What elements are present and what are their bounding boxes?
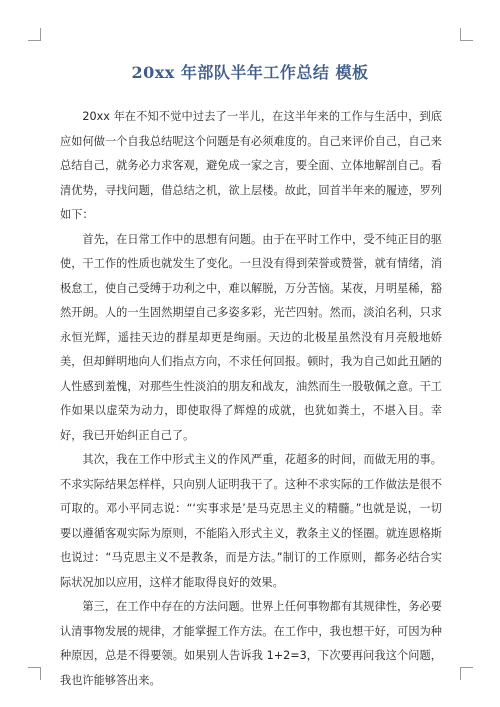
crop-mark-top-right [460, 28, 473, 41]
crop-mark-bottom-right [460, 667, 473, 680]
paragraph-first-point: 首先，在日常工作中的思想有问题。由于在平时工作中，受不纯正目的驱使，干工作的性质也就发生了变化。一旦没有得到荣誉或赞誉，就有情绪，消极怠工，使自己受缚于功利之中，难以解脱，万分苦恼。某夜，月明星稀，豁然开朗。人的一生固然期望自己多姿多彩，光芒四射。然而，淡泊名利，只求永恒光辉，遥挂天边的群星却更是绚丽。天边的北极星虽然没有月亮般地娇美，但却鲜明地向人们指点方向，不求任何回报。顿时，我为自己如此丑陋的人性感到羞愧，对那些生性淡泊的朋友和战友，油然而生一股敬佩之意。干工作如果以虚荣为动力，即使取得了辉煌的成就，也犹如粪土，不堪入目。幸好，我已开始纠正自己了。 [60, 232, 442, 442]
paragraph-third-point: 第三，在工作中存在的方法问题。世界上任何事物都有其规律性，务必要认清事物发展的规律，才能掌握工作方法。在工作中，我也想干好，可因为种种原因，总是不得要领。如果别人告诉我 1+2=3，下次要再问我这个问题，我也许能够答出来。 [60, 600, 442, 687]
crop-mark-bottom-left [28, 667, 41, 680]
document-title: 20xx 年部队半年工作总结 模板 [131, 63, 369, 82]
document-body [60, 105, 442, 693]
crop-mark-top-left [28, 28, 41, 41]
paragraph-second-point: 其次，我在工作中形式主义的作风严重，花超多的时间，而做无用的事。不求实际结果怎样样，只向别人证明我干了。这种不求实际的工作做法是很不可取的。邓小平同志说：“‘实事求是’是马克思主义的精髓。”也就是说，一切要以遵循客观实际为原则，不能陷入形式主义，教条主义的怪圈。就连恩格斯也说过：“马克思主义不是教条，而是方法。”制订的工作原则，都务必结合实际状况加以应用，这样才能取得良好的效果。 [60, 453, 442, 589]
paragraph-intro: 20xx 年在不知不觉中过去了一半儿，在这半年来的工作与生活中，到底应如何做一个自我总结呢这个问题是有必须难度的。自己来评价自己，自己来总结自己，就务必力求客观，避免成一家之言，要全面、立体地解剖自己。看清优势，寻找问题，借总结之机，欲上层楼。故此，回首半年来的履迹，罗列如下： [60, 110, 442, 221]
